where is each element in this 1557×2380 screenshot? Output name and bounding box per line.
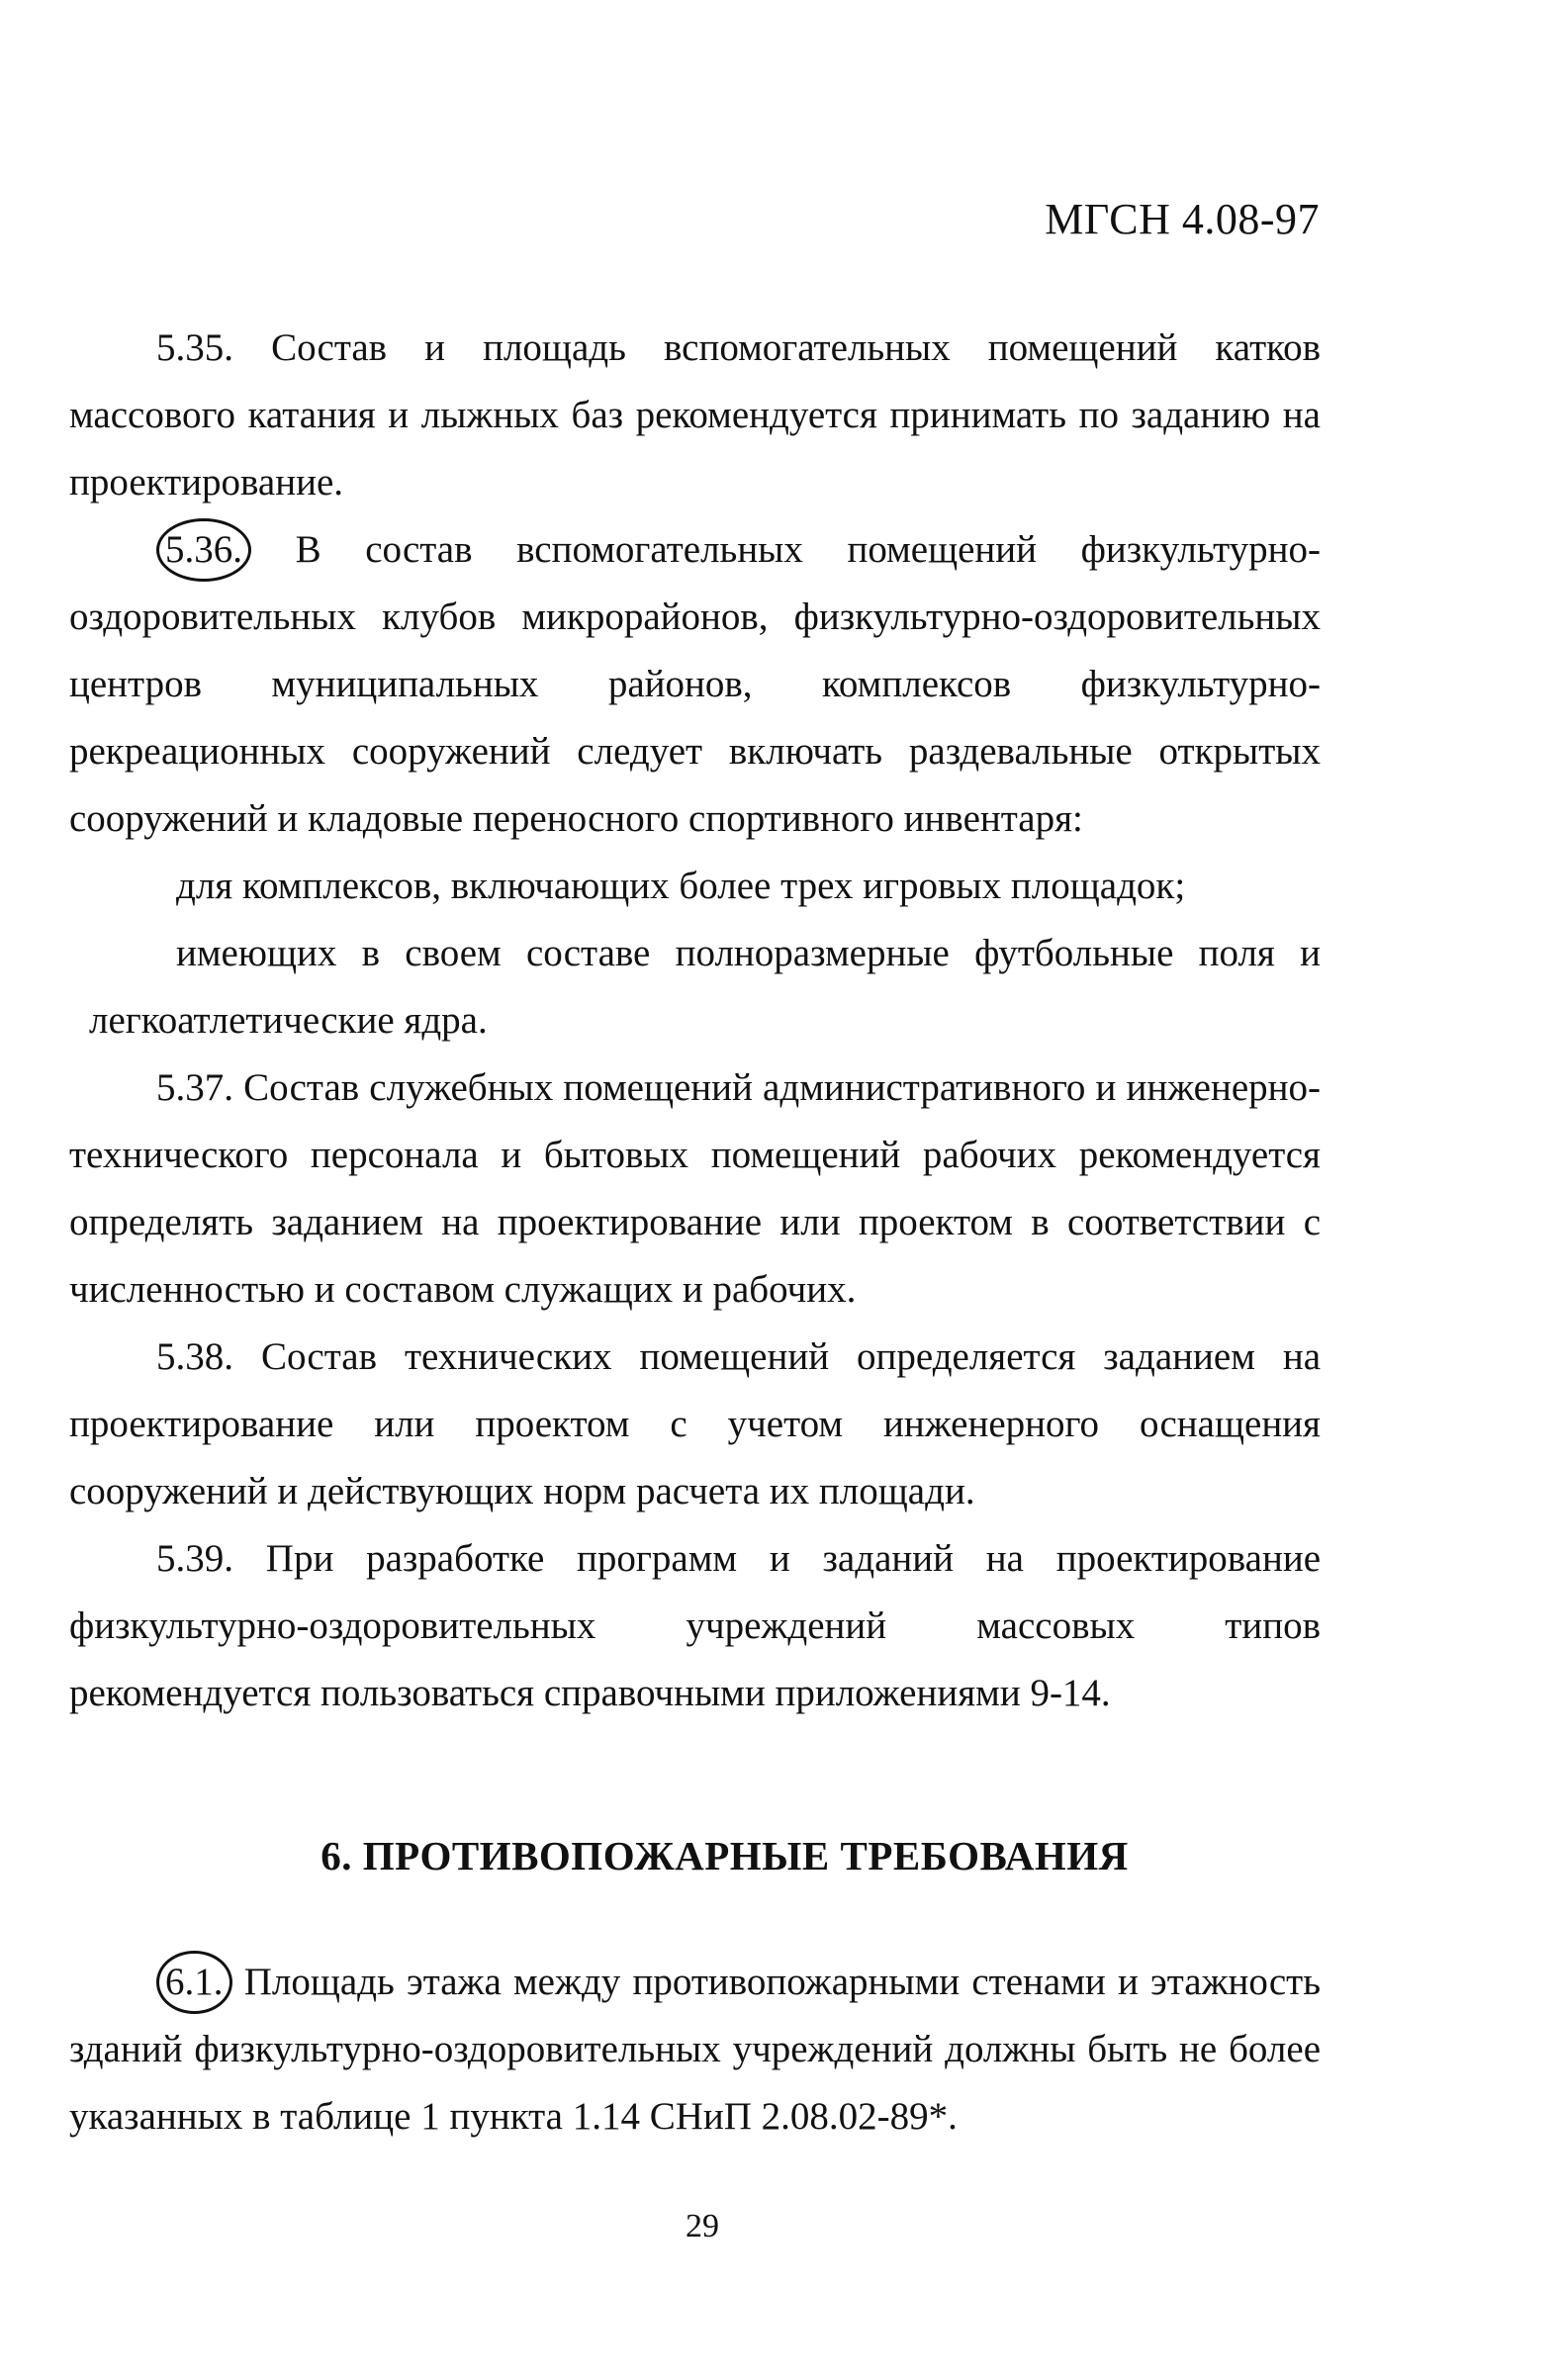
circled-paragraph-number: 5.36.	[156, 518, 251, 582]
document-code-header: МГСН 4.08-97	[1045, 195, 1320, 243]
paragraph-text: Состав служебных помещений административного и инженерно-технического персонала и бытовых помещений рабочих рекомендуется определять заданием на проектирование или проектом в соответствии с численностью и составом служащих и рабочих.	[69, 1066, 1322, 1311]
page-body	[69, 315, 1321, 2151]
section-heading: 6. ПРОТИВОПОЖАРНЫЕ ТРЕБОВАНИЯ	[321, 1833, 1129, 1878]
paragraph-number: 5.35.	[156, 326, 233, 369]
page-number: 29	[686, 2208, 719, 2244]
circled-paragraph-number: 6.1.	[156, 1951, 232, 2014]
paragraph-5-38	[69, 1324, 1321, 1525]
paragraph-text: При разработке программ и заданий на проектирование физкультурно-оздоровительных учреждений массовых типов рекомендуется пользоваться справочными приложениями 9-14.	[69, 1537, 1322, 1714]
paragraph-5-35	[69, 315, 1321, 516]
list-item: для комплексов, включающих более трех игровых площадок;	[176, 865, 1186, 907]
paragraph-6-1	[69, 1949, 1321, 2151]
list-item: имеющих в своем составе полноразмерные футбольные поля и легкоатлетические ядра.	[89, 932, 1321, 1042]
paragraph-text: В состав вспомогательных помещений физкультурно-оздоровительных клубов микрорайонов, физкультурно-оздоровительных центров муниципальных районов, комплексов физкультурно-рекреационных сооружений следует включать раздевальные открытых сооружений и кладовые переносного спортивного инвентаря:	[69, 528, 1322, 840]
paragraph-5-39	[69, 1525, 1321, 1727]
paragraph-text: Площадь этажа между противопожарными стенами и этажность зданий физкультурно-оздоровительных учреждений должны быть не более указанных в таблице 1 пункта 1.14 СНиП 2.08.02-89*.	[69, 1961, 1322, 2138]
paragraph-number: 5.39.	[156, 1537, 233, 1580]
paragraph-5-37	[69, 1054, 1321, 1324]
paragraph-text: Состав и площадь вспомогательных помещений катков массового катания и лыжных баз рекомендуется принимать по заданию на проектирование.	[69, 326, 1321, 503]
paragraph-number: 5.37.	[156, 1066, 233, 1109]
paragraph-text: Состав технических помещений определяется заданием на проектирование или проектом с учетом инженерного оснащения сооружений и действующих норм расчета их площади.	[69, 1335, 1322, 1512]
paragraph-5-36	[69, 516, 1321, 853]
paragraph-number: 5.38.	[156, 1335, 233, 1378]
